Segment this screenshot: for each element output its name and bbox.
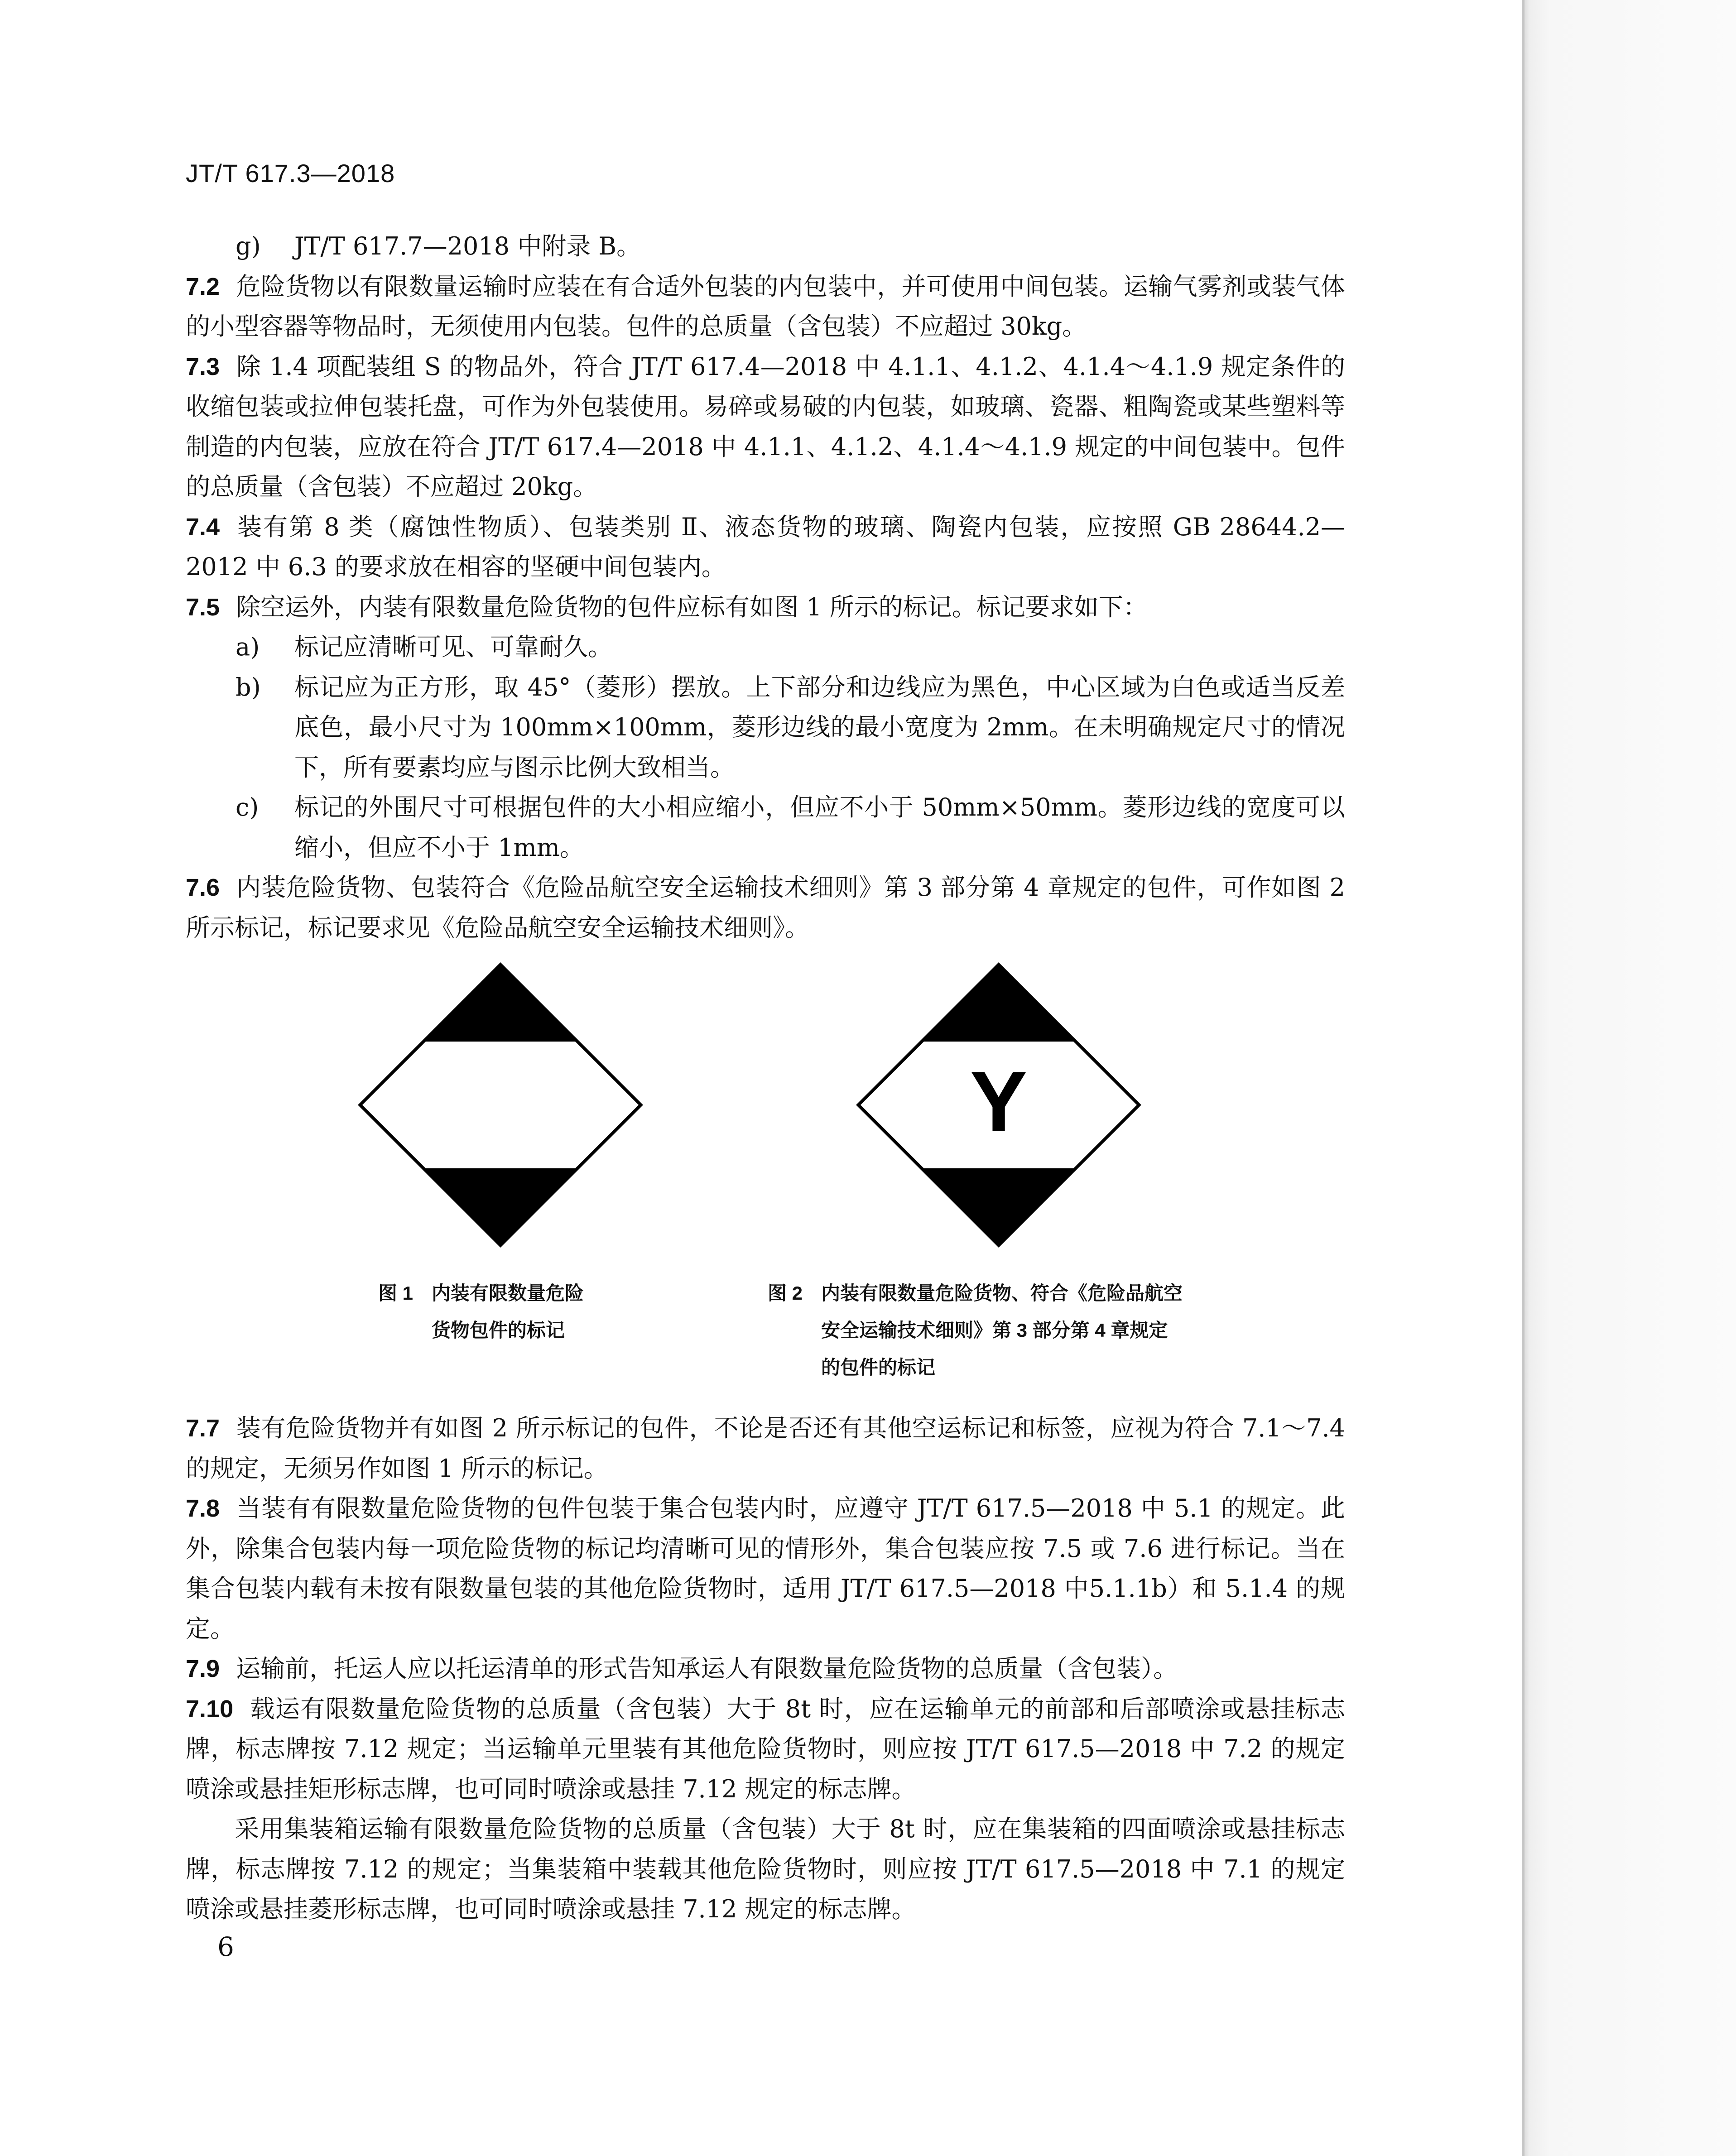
figure-2-limited-quantity-y-mark [854,960,1144,1250]
clause-number: 7.6 [186,874,220,901]
clause-7-10 [186,1689,1345,1810]
clause-text: 除 1.4 项配装组 S 的物品外，符合 JT/T 617.4—2018 中 4.1.1、4.1.2、4.1.4～4.1.9 规定条件的收缩包装或拉伸包装托盘，可作为外包装使用。易碎或易破的内包装，如玻璃、瓷器、粗陶瓷或某些塑料等制造的内包装，应放在符合 JT/T 617.4—2018 中 4.1.1、4.1.2、4.1.4～4.1.9 规定的中间包装中。包件的总质量（含包装）不应超过 20kg。 [186,352,1345,501]
list-item-text: JT/T 617.7—2018 中附录 B。 [294,232,641,260]
figure-1-number: 图 1 [378,1282,414,1304]
clause-number: 7.9 [186,1655,220,1682]
figure-1-caption-line2: 货物包件的标记 [432,1320,565,1341]
clause-7-8 [186,1489,1345,1649]
list-marker: a) [236,633,260,661]
y-symbol: Y [970,1054,1028,1150]
figure-2-caption-line3: 的包件的标记 [821,1357,936,1378]
clause-7-6 [186,868,1345,948]
clause-number: 7.10 [186,1695,234,1723]
clause-text: 当装有有限数量危险货物的包件包装于集合包装内时，应遵守 JT/T 617.5—2018 中 5.1 的规定。此外，除集合包装内每一项危险货物的标记均清晰可见的情形外，集合包装应按 7.5 或 7.6 进行标记。当在集合包装内载有未按有限数量包装的其他危险货物时，适用 JT/T 617.5—2018 中5.1.1b）和 5.1.4 的规定。 [186,1494,1345,1643]
list-item-b [186,667,1345,788]
lower-body-text [186,1408,1345,1930]
clause-text: 危险货物以有限数量运输时应装在有合适外包装的内包装中，并可使用中间包装。运输气雾剂或装气体的小型容器等物品时，无须使用内包装。包件的总质量（含包装）不应超过 30kg。 [186,272,1345,341]
figure-1-caption-line1: 内装有限数量危险 [432,1282,584,1304]
clause-number: 7.3 [186,353,220,380]
figure-1-caption [378,1275,584,1349]
clause-number: 7.5 [186,593,220,621]
figures-area [0,946,1736,1395]
bottom-black-triangle [423,1168,577,1245]
clause-number: 7.2 [186,273,220,300]
clause-number: 7.7 [186,1415,220,1442]
clause-text: 装有第 8 类（腐蚀性物质）、包装类别 Ⅱ、液态货物的玻璃、陶瓷内包装，应按照 GB 28644.2—2012 中 6.3 的要求放在相容的坚硬中间包装内。 [186,512,1345,581]
clause-number: 7.8 [186,1495,220,1522]
figure-2-caption-line1: 内装有限数量危险货物、符合《危险品航空 [821,1282,1183,1304]
clause-7-9 [186,1649,1345,1689]
upper-body-text [186,226,1345,948]
page-number: 6 [217,1931,234,1962]
list-marker: b) [236,672,261,701]
list-item-g [186,226,1345,267]
clause-7-2 [186,267,1345,347]
clause-7-10-continued: 采用集装箱运输有限数量危险货物的总质量（含包装）大于 8t 时，应在集装箱的四面喷涂或悬挂标志牌，标志牌按 7.12 的规定；当集装箱中装载其他危险货物时，则应按 JT/T 617.5—2018 中 7.1 的规定喷涂或悬挂菱形标志牌，也可同时喷涂或悬挂 7.12 规定的标志牌。 [186,1815,1345,1923]
list-item-text: 标记应清晰可见、可靠耐久。 [294,633,612,661]
list-item-a [186,627,1345,667]
list-item-text: 标记的外围尺寸可根据包件的大小相应缩小，但应不小于 50mm×50mm。菱形边线的宽度可以缩小，但应不小于 1mm。 [294,793,1345,862]
figure-2-number: 图 2 [768,1282,803,1304]
figure-2-caption [768,1275,1183,1386]
clause-text: 除空运外，内装有限数量危险货物的包件应标有如图 1 所示的标记。标记要求如下： [236,592,1148,621]
bottom-black-triangle [922,1168,1076,1245]
clause-text: 运输前，托运人应以托运清单的形式告知承运人有限数量危险货物的总质量（含包装）。 [236,1654,1178,1683]
list-marker: g) [236,232,261,260]
clause-7-7 [186,1408,1345,1489]
top-black-triangle [922,965,1076,1042]
clause-7-4 [186,507,1345,587]
figure-2-caption-line2: 安全运输技术细则》第 3 部分第 4 章规定 [821,1320,1168,1341]
top-black-triangle [423,965,577,1042]
list-item-text: 标记应为正方形，取 45°（菱形）摆放。上下部分和边线应为黑色，中心区域为白色或适当反差底色，最小尺寸为 100mm×100mm，菱形边线的最小宽度为 2mm。在未明确规定尺寸的情况下，所有要素均应与图示比例大致相当。 [294,672,1345,782]
clause-7-5 [186,587,1345,628]
standard-code-header: JT/T 617.3—2018 [186,159,395,187]
clause-text: 载运有限数量危险货物的总质量（含包装）大于 8t 时，应在运输单元的前部和后部喷涂或悬挂标志牌，标志牌按 7.12 规定；当运输单元里装有其他危险货物时，则应按 JT/T 617.5—2018 中 7.2 的规定喷涂或悬挂矩形标志牌，也可同时喷涂或悬挂 7.12 规定的标志牌。 [186,1694,1345,1803]
clause-7-3 [186,347,1345,507]
clause-number: 7.4 [186,513,220,541]
list-item-c [186,787,1345,868]
clause-text: 内装危险货物、包装符合《危险品航空安全运输技术细则》第 3 部分第 4 章规定的包件，可作如图 2 所示标记，标记要求见《危险品航空安全运输技术细则》。 [186,873,1345,942]
clause-text: 装有危险货物并有如图 2 所示标记的包件，不论是否还有其他空运标记和标签，应视为符合 7.1～7.4的规定，无须另作如图 1 所示的标记。 [186,1414,1345,1483]
figure-1-limited-quantity-mark [356,960,645,1250]
list-marker: c) [236,793,259,821]
